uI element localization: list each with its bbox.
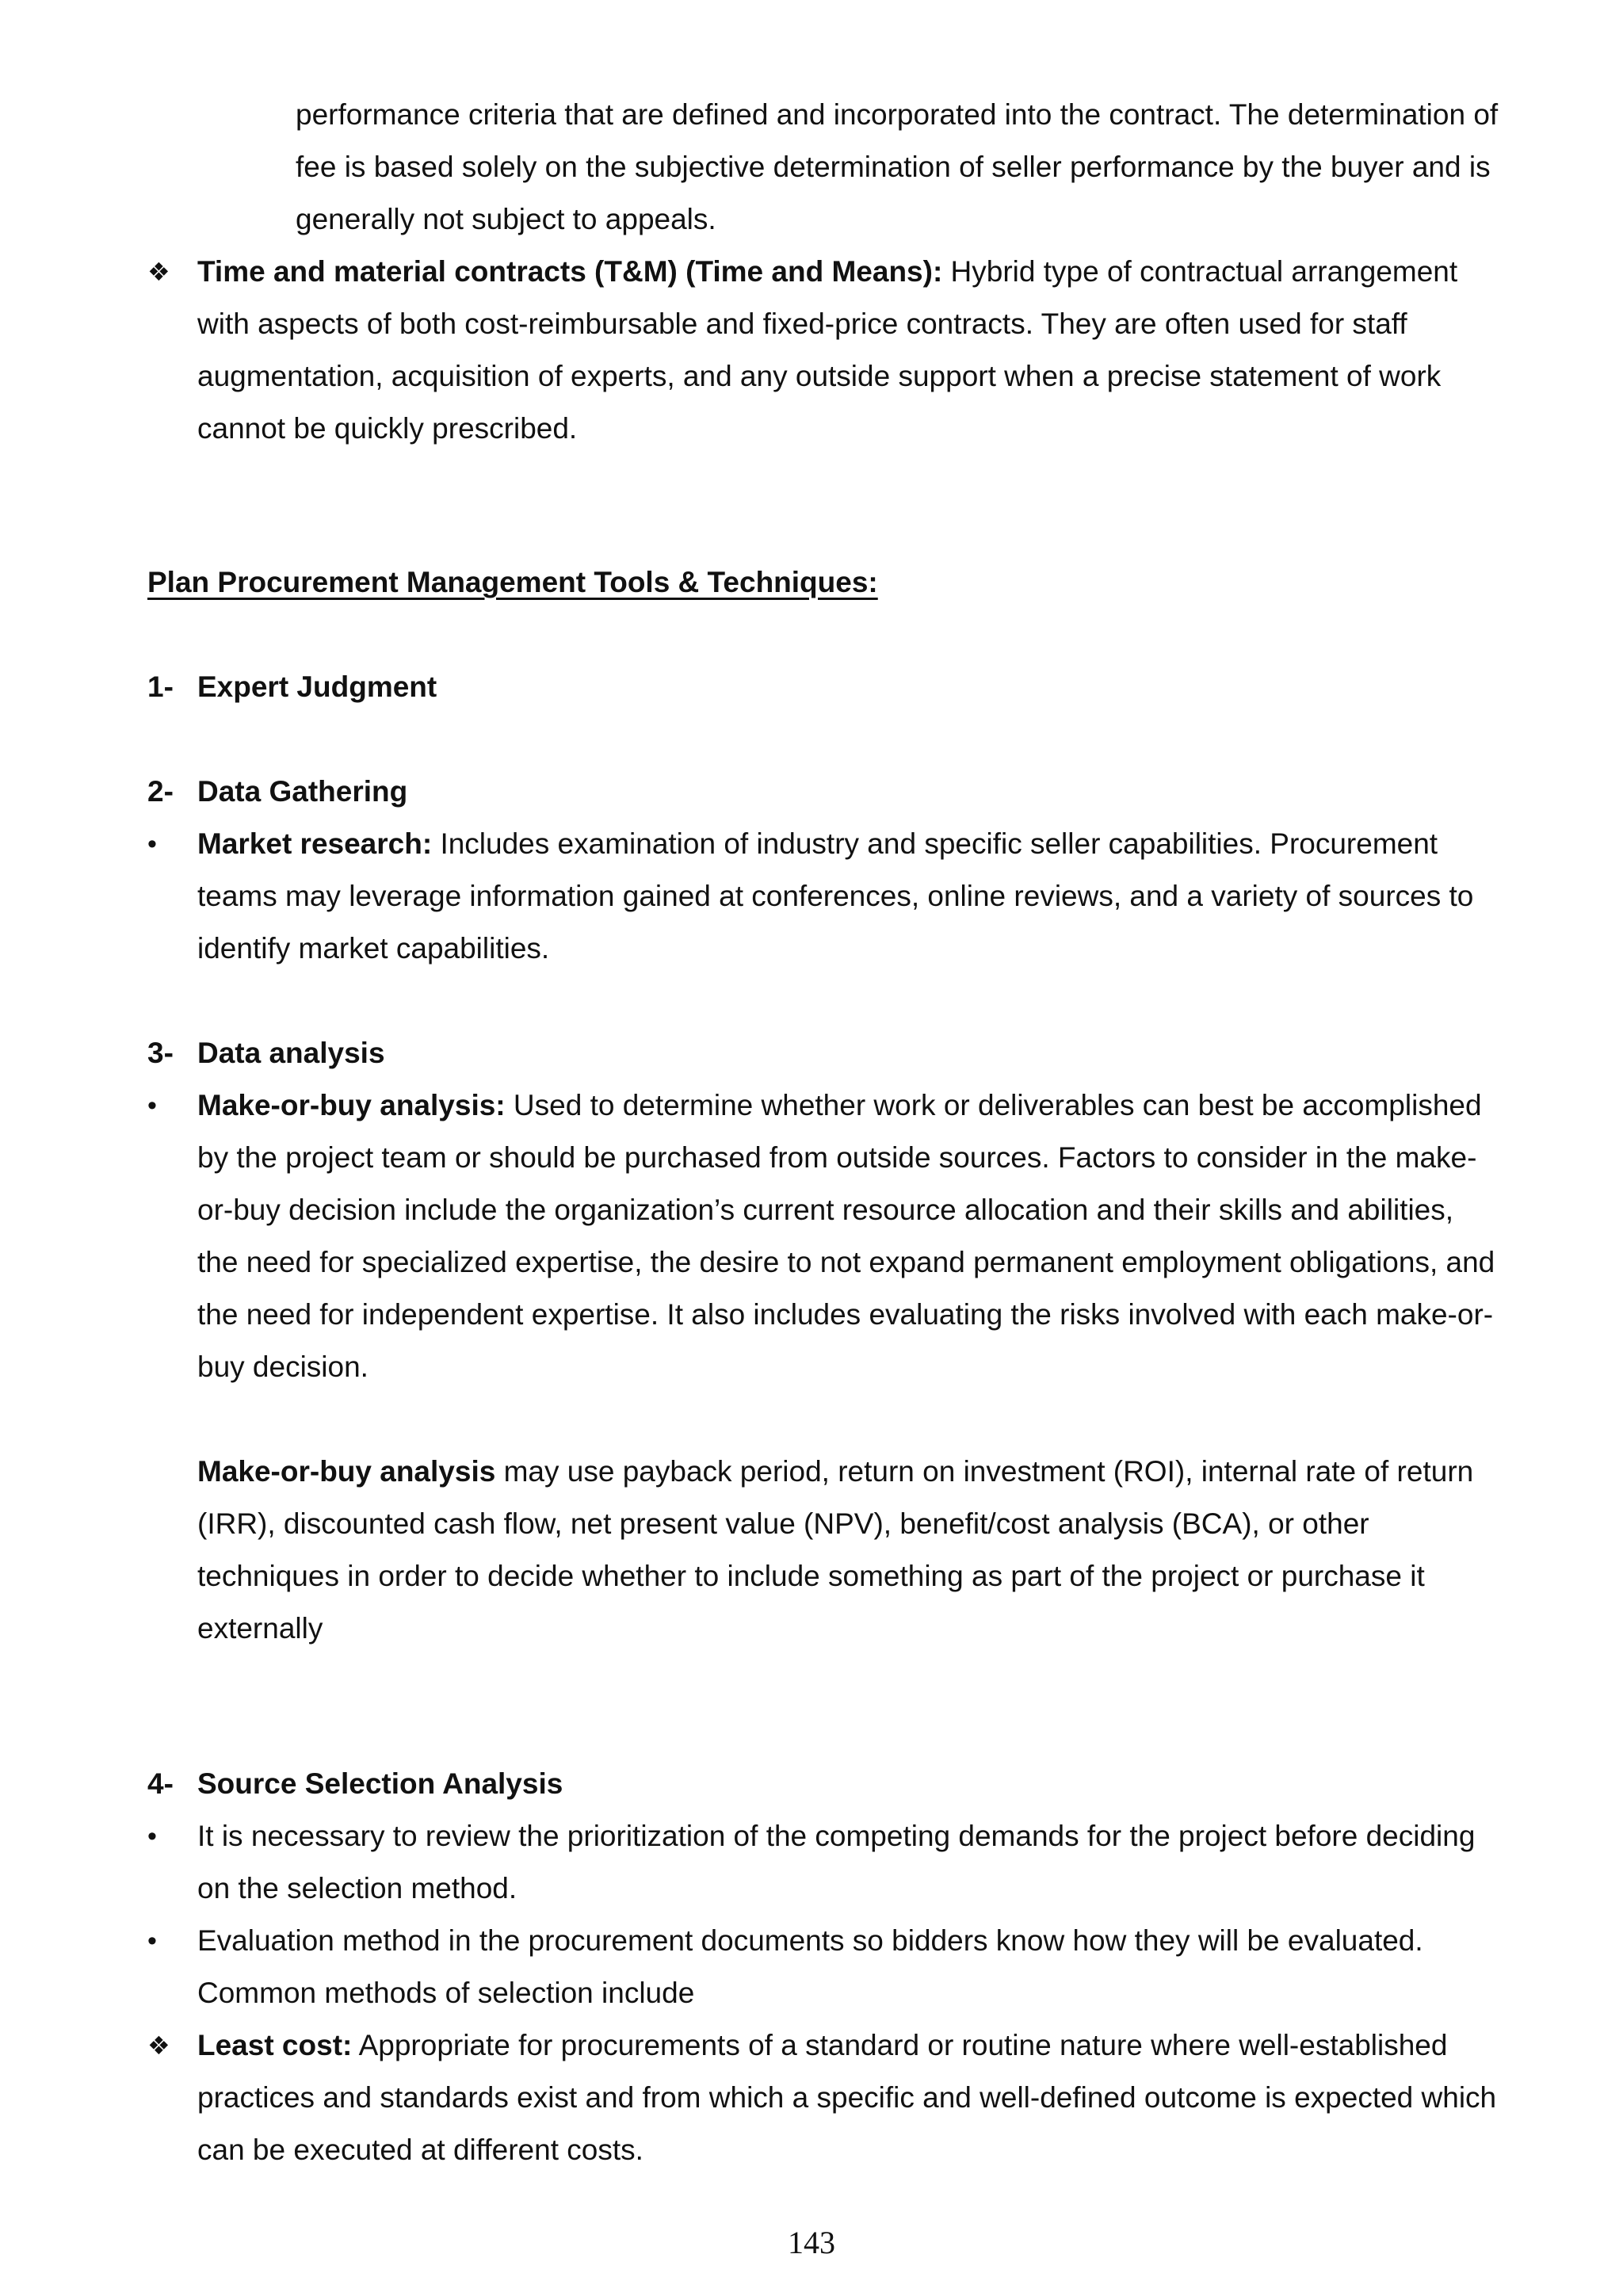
tm-first-line: [197, 253, 1457, 291]
bullet-icon: •: [147, 1091, 157, 1121]
least-cost-first-line: [197, 2027, 1447, 2065]
make-or-buy-para-first-line: [197, 1453, 1473, 1491]
make-or-buy-line-4: the need for specialized expertise, the desire to not expand permanent employment obligations, and: [197, 1246, 1495, 1278]
market-research-line-3: identify market capabilities.: [197, 932, 550, 965]
intro-line-3: generally not subject to appeals.: [296, 203, 716, 235]
least-cost-line-3: can be executed at different costs.: [197, 2134, 643, 2166]
make-or-buy-para-first-rest: may use payback period, return on investment (ROI), internal rate of return: [495, 1455, 1474, 1488]
diamond-bullet-icon: ❖: [147, 2031, 170, 2060]
item-2-number: 2-: [147, 775, 174, 808]
source-bullet-2-line-2: Common methods of selection include: [197, 1977, 695, 2009]
market-research-first-line: [197, 825, 1438, 863]
make-or-buy-para-term: Make-or-buy analysis: [197, 1455, 496, 1488]
item-1-number: 1-: [147, 670, 174, 703]
make-or-buy-line-3: or-buy decision include the organization’s current resource allocation and their skills and abilities,: [197, 1194, 1454, 1226]
item-4-title: Source Selection Analysis: [197, 1767, 563, 1800]
source-bullet-1-line-2: on the selection method.: [197, 1872, 517, 1904]
bullet-icon: •: [147, 829, 157, 859]
source-bullet-1-line-1: It is necessary to review the prioritization of the competing demands for the project before deciding: [197, 1820, 1476, 1852]
bullet-icon: •: [147, 1821, 157, 1851]
tm-line-3: augmentation, acquisition of experts, and any outside support when a precise statement of work: [197, 360, 1442, 392]
make-or-buy-line-6: buy decision.: [197, 1350, 369, 1383]
intro-line-2: fee is based solely on the subjective determination of seller performance by the buyer and is: [296, 151, 1491, 183]
make-or-buy-line-5: the need for independent expertise. It also includes evaluating the risks involved with each make-or-: [197, 1298, 1494, 1331]
market-research-term: Market research:: [197, 827, 433, 860]
least-cost-line-2: practices and standards exist and from which a specific and well-defined outcome is expected which: [197, 2081, 1497, 2114]
make-or-buy-para-line-2: (IRR), discounted cash flow, net present value (NPV), benefit/cost analysis (BCA), or other: [197, 1507, 1369, 1540]
tm-line-2: with aspects of both cost-reimbursable and fixed-price contracts. They are often used for staff: [197, 308, 1407, 340]
tm-line-4: cannot be quickly prescribed.: [197, 412, 578, 445]
diamond-bullet-icon: ❖: [147, 258, 170, 286]
least-cost-term: Least cost:: [197, 2029, 353, 2061]
item-3-number: 3-: [147, 1037, 174, 1069]
make-or-buy-term: Make-or-buy analysis:: [197, 1089, 506, 1121]
section-title: Plan Procurement Management Tools & Techniques:: [147, 566, 878, 598]
make-or-buy-para-line-4: externally: [197, 1612, 323, 1645]
make-or-buy-line-2: by the project team or should be purchased from outside sources. Factors to consider in the make-: [197, 1141, 1477, 1174]
least-cost-first-rest: Appropriate for procurements of a standard or routine nature where well-established: [352, 2029, 1448, 2061]
make-or-buy-para-line-3: techniques in order to decide whether to include something as part of the project or purchase it: [197, 1560, 1425, 1592]
source-bullet-2-line-1: Evaluation method in the procurement documents so bidders know how they will be evaluated.: [197, 1924, 1423, 1957]
item-1-title: Expert Judgment: [197, 670, 437, 703]
item-2-title: Data Gathering: [197, 775, 408, 808]
market-research-first-rest: Includes examination of industry and specific seller capabilities. Procurement: [432, 827, 1438, 860]
intro-line-1: performance criteria that are defined and incorporated into the contract. The determination of: [296, 98, 1499, 131]
item-4-number: 4-: [147, 1767, 174, 1800]
bullet-icon: •: [147, 1926, 157, 1956]
make-or-buy-first-line: [197, 1087, 1482, 1125]
page-number: 143: [788, 2225, 835, 2260]
market-research-line-2: teams may leverage information gained at conferences, online reviews, and a variety of sources to: [197, 880, 1474, 912]
tm-term: Time and material contracts (T&M) (Time and Means):: [197, 255, 943, 288]
item-3-title: Data analysis: [197, 1037, 385, 1069]
tm-first-rest: Hybrid type of contractual arrangement: [942, 255, 1458, 288]
make-or-buy-first-rest: Used to determine whether work or deliverables can best be accomplished: [505, 1089, 1482, 1121]
